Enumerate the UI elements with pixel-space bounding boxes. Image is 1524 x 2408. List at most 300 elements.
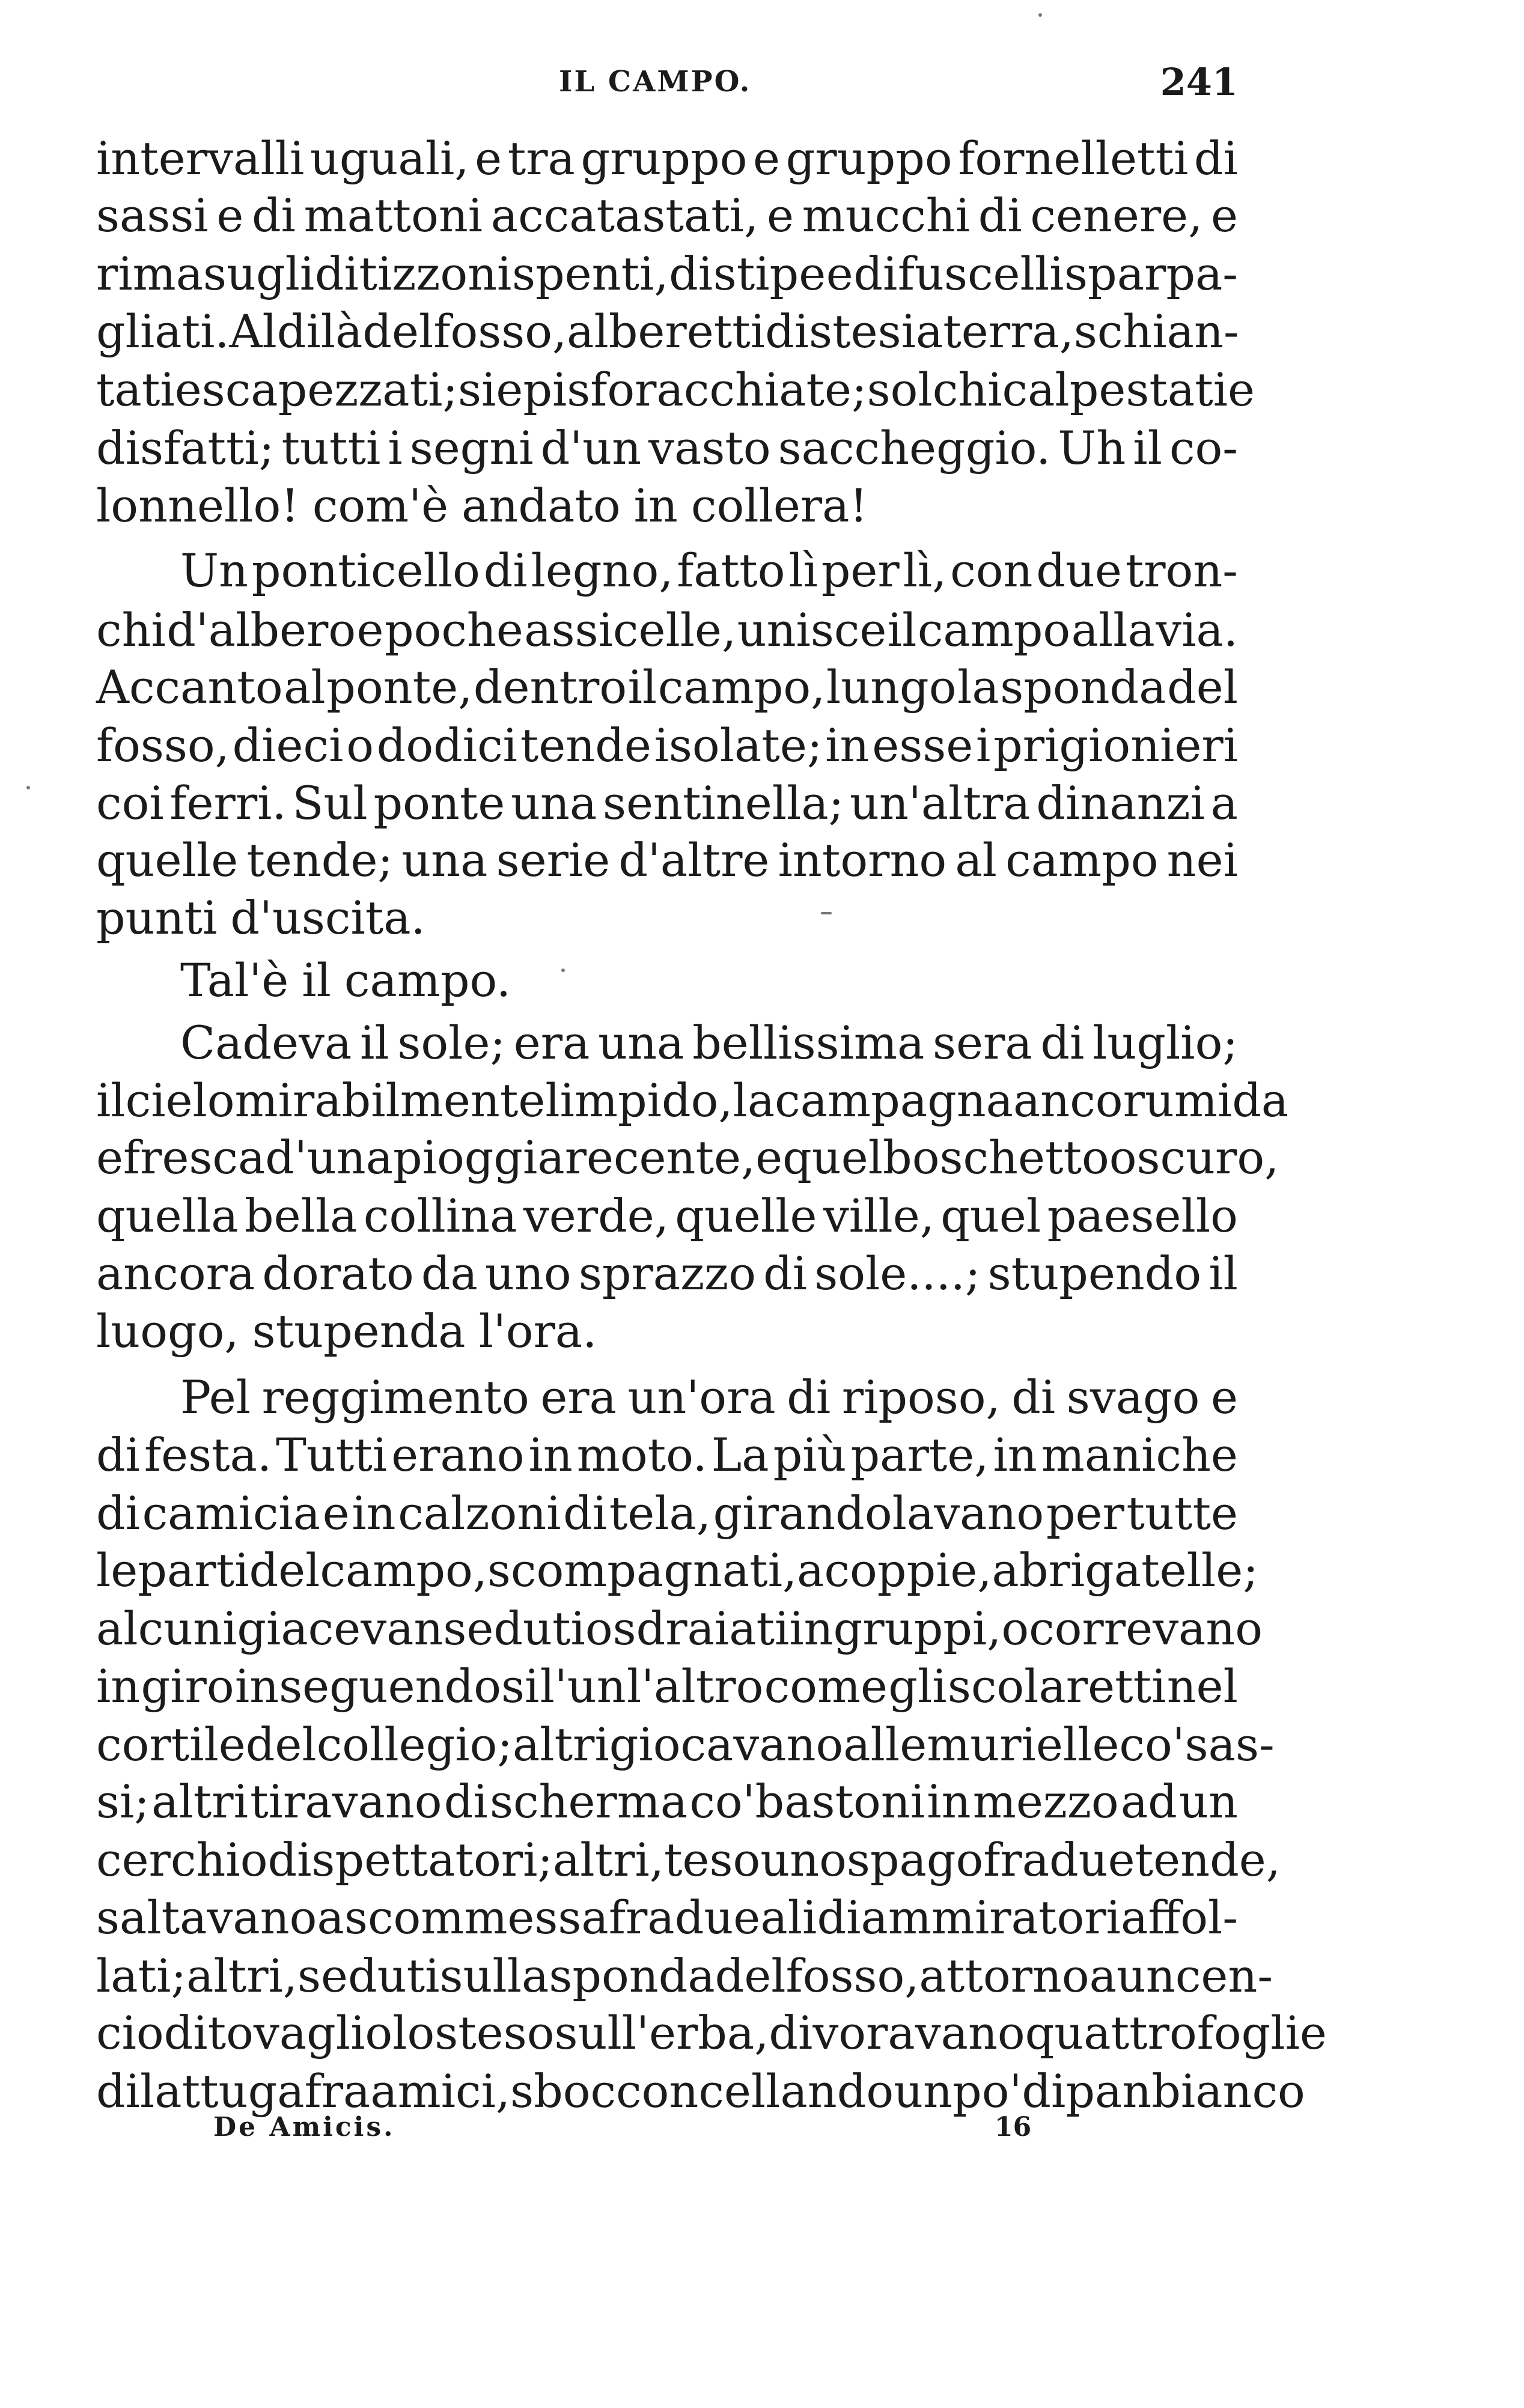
word: giro — [141, 1659, 234, 1713]
text-line — [96, 892, 1238, 944]
word: un — [1179, 1775, 1238, 1828]
word: più — [773, 1428, 847, 1482]
word: al — [955, 833, 997, 887]
word: scompagnati, — [487, 1543, 797, 1597]
word: o — [346, 719, 374, 772]
word: l'un — [540, 1659, 626, 1713]
word: scommessa — [344, 1891, 609, 1944]
word: in — [96, 1659, 141, 1713]
word: gruppo — [785, 132, 953, 185]
word: fuscelli — [897, 247, 1064, 300]
word: era — [513, 1016, 590, 1069]
text-line — [96, 1131, 1279, 1184]
word: di — [817, 1891, 861, 1944]
word: tra — [507, 132, 575, 185]
word: di — [763, 1247, 808, 1300]
word: tende — [520, 719, 651, 772]
word: l'ora. — [478, 1304, 597, 1358]
text-line — [96, 1543, 1258, 1597]
word: si; — [96, 1775, 150, 1828]
word: co- — [1169, 421, 1238, 475]
word: d'albero — [166, 603, 356, 657]
word: coi — [96, 776, 164, 830]
word: poche — [384, 603, 523, 657]
word: punti — [96, 891, 218, 944]
word: il — [96, 1074, 126, 1127]
text-line — [96, 544, 1238, 597]
text-line — [96, 954, 1238, 1007]
word: bella — [244, 1189, 358, 1242]
word: tovagliolo — [207, 2006, 435, 2060]
word: fosso, — [96, 719, 230, 772]
word: di — [978, 189, 1022, 242]
word: quel — [940, 1189, 1041, 1242]
word: giacevan — [237, 1602, 443, 1655]
word: co'bastoni — [689, 1775, 925, 1828]
word: legno, — [531, 544, 674, 597]
text-line — [96, 1718, 1275, 1771]
word: seduti — [443, 1602, 585, 1655]
text-line — [96, 305, 1238, 358]
word: collegio; — [316, 1718, 513, 1771]
word: dodici — [376, 719, 517, 772]
text-line — [96, 422, 1238, 475]
word: ponte — [373, 776, 505, 830]
word: chi — [96, 603, 166, 657]
word: dorato — [262, 1247, 414, 1300]
word: cenere, — [1030, 189, 1203, 242]
signature-mark: 16 — [995, 2112, 1032, 2142]
word: divoravano — [769, 2006, 1025, 2060]
text-line — [96, 1602, 1263, 1655]
word: di — [251, 189, 296, 242]
word: parte, — [850, 1428, 989, 1482]
word: Uh — [1058, 421, 1126, 475]
word: di — [96, 2064, 140, 2118]
word: e — [356, 603, 384, 657]
word: di — [1040, 1016, 1085, 1069]
word: sparpa- — [1064, 247, 1238, 300]
word: e — [755, 1131, 783, 1184]
word: pan — [1065, 2064, 1152, 2118]
word: e — [1211, 189, 1238, 242]
word: luglio; — [1093, 1016, 1238, 1069]
word: campo — [1005, 833, 1159, 887]
word: intervalli — [96, 132, 305, 185]
word: verde, — [523, 1189, 669, 1242]
word: paesello — [1047, 1189, 1238, 1242]
word: sera — [933, 1016, 1032, 1069]
word: e — [826, 247, 853, 300]
word: dentro — [473, 660, 627, 714]
word: là — [320, 305, 363, 358]
text-line — [96, 189, 1238, 242]
word: reggimento — [261, 1370, 529, 1424]
word: a — [317, 1891, 344, 1944]
word: altri — [512, 1718, 609, 1771]
word: e — [753, 132, 781, 185]
word: e — [216, 189, 244, 242]
word: isolate; — [654, 719, 823, 772]
word: una — [511, 776, 597, 830]
word: prigionieri — [993, 719, 1238, 772]
word: foglie — [1196, 2006, 1327, 2060]
word: via. — [1156, 603, 1238, 657]
word: tron- — [1125, 544, 1238, 597]
text-line — [96, 1074, 1289, 1127]
print-speck — [1038, 13, 1042, 17]
word: limpido, — [545, 1074, 733, 1127]
word: in — [789, 1602, 834, 1655]
word: stipe — [713, 247, 826, 300]
word: Pel — [180, 1370, 251, 1424]
word: gli — [888, 1659, 947, 1713]
word: scherma — [489, 1775, 688, 1828]
word: altri, — [186, 1949, 298, 2002]
word: terra, — [943, 305, 1074, 358]
word: tende, — [1135, 1833, 1281, 1887]
word: del — [715, 1949, 786, 2002]
word: e — [1228, 363, 1255, 416]
text-line — [96, 777, 1238, 830]
word: gruppi, — [833, 1602, 1002, 1655]
text-line — [96, 1487, 1238, 1540]
word: una — [401, 833, 488, 887]
word: i — [388, 421, 403, 475]
word: del — [1167, 660, 1238, 714]
word: o — [1001, 1602, 1029, 1655]
word: uno — [485, 1247, 572, 1300]
word: fatto — [677, 544, 785, 597]
page-number: 241 — [1160, 60, 1238, 104]
word: camicia — [142, 1486, 321, 1540]
word: tutte — [1126, 1486, 1238, 1540]
word: in — [927, 1775, 971, 1828]
word: tutti — [281, 421, 381, 475]
text-line — [96, 661, 1238, 714]
word: altri — [151, 1775, 248, 1828]
word: e — [1210, 1370, 1238, 1424]
text-line — [96, 1949, 1273, 2002]
word: lì — [788, 544, 818, 597]
word: siepi — [458, 363, 567, 416]
word: due — [1049, 1833, 1135, 1887]
word: a — [992, 1543, 1019, 1597]
word: solchi — [867, 363, 1002, 416]
word: di — [563, 1486, 608, 1540]
word: La — [711, 1428, 769, 1482]
text-line — [96, 1371, 1238, 1424]
word: quella — [96, 1189, 239, 1242]
word: mezzo — [972, 1775, 1119, 1828]
word: per — [1046, 1486, 1124, 1540]
text-line — [96, 1775, 1238, 1828]
word: il — [302, 953, 331, 1007]
word: al — [284, 660, 326, 714]
word: e — [96, 1131, 123, 1184]
word: cerchio — [96, 1833, 268, 1887]
running-title: IL CAMPO. — [559, 65, 752, 99]
word: un — [1116, 1949, 1175, 2002]
word: sole....; — [814, 1247, 981, 1300]
word: d'uscita. — [230, 891, 425, 944]
word: due — [674, 1891, 761, 1944]
word: erano — [391, 1428, 525, 1482]
word: segni — [409, 421, 534, 475]
word: scapezzati; — [201, 363, 459, 416]
word: cielo — [125, 1074, 235, 1127]
text-line — [96, 132, 1238, 185]
word: amici, — [370, 2064, 511, 2118]
word: sentinella; — [603, 776, 844, 830]
word: mirabilmente — [234, 1074, 546, 1127]
word: fra — [983, 1833, 1050, 1887]
word: sassi — [96, 189, 209, 242]
word: Sul — [292, 776, 368, 830]
word: maniche — [1041, 1428, 1238, 1482]
word: gliati. — [96, 305, 230, 358]
word: uguali, — [309, 132, 469, 185]
word: sull'erba, — [554, 2006, 769, 2060]
word: po'di — [953, 2064, 1066, 2118]
word: assicelle, — [524, 603, 737, 657]
word: teso — [663, 1833, 761, 1887]
word: in — [352, 1486, 396, 1540]
word: co'sas- — [1119, 1718, 1275, 1771]
word: e — [766, 189, 794, 242]
word: sbocconcellando — [510, 2064, 894, 2118]
word: nel — [1166, 1659, 1238, 1713]
word: da — [421, 1247, 478, 1300]
word: vasto — [648, 421, 771, 475]
word: scolaretti — [947, 1659, 1166, 1713]
word: alle — [843, 1718, 927, 1771]
word: campo — [917, 603, 1071, 657]
text-line — [96, 1247, 1238, 1300]
word: di — [853, 247, 898, 300]
word: lonnello! — [96, 479, 299, 532]
word: collera! — [690, 479, 868, 532]
text-line — [96, 834, 1238, 887]
word: un — [894, 2064, 953, 2118]
word: campo. — [344, 953, 511, 1007]
word: di — [267, 1833, 312, 1887]
word: di — [276, 305, 321, 358]
text-line — [96, 363, 1255, 416]
print-speck — [821, 912, 832, 914]
word: spettatori; — [311, 1833, 553, 1887]
word: lì, — [903, 544, 947, 597]
word: ponte, — [326, 660, 473, 714]
word: sdraiati — [612, 1602, 790, 1655]
footer-author: De Amicis. — [213, 2112, 395, 2142]
word: esse — [872, 719, 974, 772]
word: stupenda — [252, 1304, 466, 1358]
text-line — [96, 719, 1238, 772]
word: campo, — [657, 660, 826, 714]
print-speck — [561, 968, 565, 972]
word: a — [1089, 1949, 1117, 2002]
word: tiravano — [250, 1775, 442, 1828]
text-line — [96, 1190, 1238, 1242]
word: le — [96, 1543, 138, 1597]
word: schian- — [1073, 305, 1239, 358]
word: il — [360, 1016, 389, 1069]
word: attorno — [919, 1949, 1090, 2002]
word: ammiratori — [861, 1891, 1121, 1944]
word: recente, — [564, 1131, 756, 1184]
word: dinanzi — [1036, 776, 1205, 830]
word: pioggia — [393, 1131, 565, 1184]
word: fornelletti — [958, 132, 1189, 185]
word: fra — [304, 2064, 371, 2118]
word: con — [950, 544, 1033, 597]
word: quelle — [675, 1189, 817, 1242]
word: girandolavano — [713, 1486, 1044, 1540]
word: fosso, — [785, 1949, 919, 2002]
word: correvano — [1029, 1602, 1263, 1655]
word: distesi — [765, 305, 916, 358]
text-line — [96, 2064, 1305, 2118]
page-header — [96, 60, 1238, 119]
word: o — [585, 1602, 613, 1655]
word: del — [362, 305, 434, 358]
word: campagna — [775, 1074, 1013, 1127]
word: cio — [96, 2006, 164, 2060]
word: la — [733, 1074, 775, 1127]
word: coppie, — [824, 1543, 992, 1597]
word: intorno — [778, 833, 947, 887]
word: serie — [496, 833, 611, 887]
word: Al — [229, 305, 277, 358]
word: uno — [760, 1833, 847, 1887]
word: d'un — [540, 421, 642, 475]
text-line — [96, 1429, 1238, 1482]
word: due — [1036, 544, 1122, 597]
word: lattuga — [139, 2064, 305, 2118]
word: del — [249, 1543, 320, 1597]
word: moto. — [576, 1428, 707, 1482]
word: fra — [608, 1891, 675, 1944]
word: cortile — [96, 1718, 246, 1771]
word: un'altra — [850, 776, 1031, 830]
word: cen- — [1175, 1949, 1273, 2002]
word: accatastati, — [490, 189, 759, 242]
word: bianco — [1151, 2064, 1305, 2118]
word: era — [540, 1370, 617, 1424]
word: fosso, — [433, 305, 567, 358]
word: murielle — [927, 1718, 1120, 1771]
word: saltavano — [96, 1891, 317, 1944]
word: spenti, — [511, 247, 669, 300]
word: mucchi — [802, 189, 971, 242]
word: calzoni — [398, 1486, 561, 1540]
print-speck — [26, 786, 30, 789]
word: di — [483, 544, 528, 597]
word: nei — [1166, 833, 1238, 887]
word: di — [1193, 132, 1238, 185]
word: boschetto — [883, 1131, 1109, 1184]
word: il — [887, 603, 917, 657]
word: come — [764, 1659, 888, 1713]
word: quelle — [96, 833, 239, 887]
word: la — [957, 660, 999, 714]
word: un'ora — [627, 1370, 776, 1424]
word: festa. — [144, 1428, 272, 1482]
word: di — [1011, 1370, 1056, 1424]
word: di — [163, 2006, 208, 2060]
word: stupendo — [987, 1247, 1202, 1300]
text-line — [96, 1833, 1281, 1887]
word: ali — [760, 1891, 817, 1944]
word: di — [787, 1370, 831, 1424]
word: Cadeva — [180, 1016, 352, 1069]
word: brigatelle; — [1019, 1543, 1258, 1597]
word: ferri. — [169, 776, 287, 830]
word: alberetti — [567, 305, 766, 358]
text-line — [96, 2006, 1327, 2060]
word: disfatti; — [96, 421, 275, 475]
word: saccheggio. — [778, 421, 1051, 475]
word: Accanto — [96, 660, 283, 714]
word: affol- — [1120, 1891, 1238, 1944]
word: quel — [782, 1131, 883, 1184]
word: ancora — [96, 1247, 255, 1300]
word: rimasugli — [96, 247, 315, 300]
word: mattoni — [303, 189, 483, 242]
word: del — [245, 1718, 317, 1771]
word: e — [174, 363, 202, 416]
word: sulla — [439, 1949, 549, 2002]
word: a — [1210, 776, 1238, 830]
word: e — [322, 1486, 350, 1540]
word: in — [825, 719, 870, 772]
word: lungo — [826, 660, 957, 714]
word: il — [1209, 1247, 1238, 1300]
word: inseguendosi — [234, 1659, 540, 1713]
word: in — [993, 1428, 1037, 1482]
word: di — [96, 1486, 140, 1540]
word: altri, — [552, 1833, 664, 1887]
word: ville, — [823, 1189, 934, 1242]
word: tende; — [246, 833, 394, 887]
word: andato — [462, 479, 621, 532]
word: di — [96, 1428, 140, 1482]
word: a — [915, 305, 943, 358]
word: il — [627, 660, 657, 714]
word: Tal'è — [180, 953, 289, 1007]
word: quattro — [1025, 2006, 1197, 2060]
word: tela, — [609, 1486, 711, 1540]
word: sole; — [397, 1016, 506, 1069]
word: di — [314, 247, 359, 300]
word: alcuni — [96, 1602, 237, 1655]
word: d'una — [265, 1131, 394, 1184]
word: una — [598, 1016, 684, 1069]
word: collina — [363, 1189, 517, 1242]
word: tati — [96, 363, 175, 416]
word: bellissima — [692, 1016, 925, 1069]
word: calpestati — [1002, 363, 1228, 416]
word: riposo, — [841, 1370, 1001, 1424]
word: d'altre — [618, 833, 770, 887]
word: ponticello — [251, 544, 480, 597]
word: in — [633, 479, 678, 532]
word: di — [443, 1775, 488, 1828]
word: umida — [1144, 1074, 1289, 1127]
word: oscuro, — [1109, 1131, 1279, 1184]
word: dieci — [232, 719, 344, 772]
